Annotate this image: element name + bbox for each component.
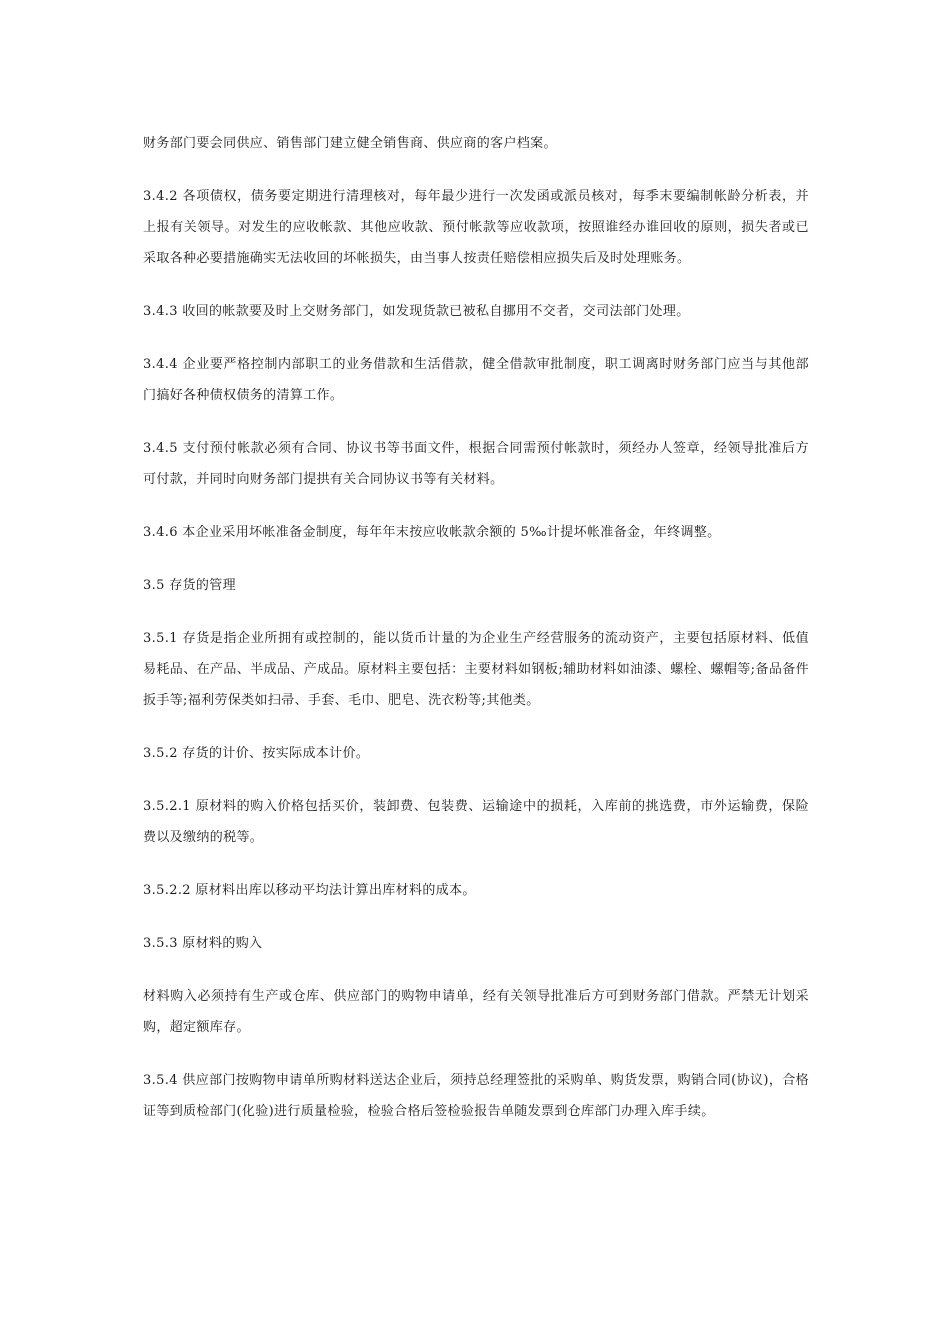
section-heading-3-5: 3.5 存货的管理 bbox=[143, 578, 236, 593]
document-body bbox=[143, 128, 809, 1149]
section-heading-3-5-3: 3.5.3 原材料的购入 bbox=[143, 936, 263, 951]
paragraph-3-5-2-2: 3.5.2.2 原材料出库以移动平均法计算出库材料的成本。 bbox=[143, 883, 476, 898]
paragraph-3-5-1: 3.5.1 存货是指企业所拥有或控制的，能以货币计量的为企业生产经营服务的流动资产，主要包括原材料、低值易耗品、在产品、半成品、产成品。原材料主要包括：主要材料如钢板;辅助材料如油漆、螺栓、螺帽等;备品备件扳手等;福利劳保类如扫帚、手套、毛巾、肥皂、洗衣粉等;其他类。 bbox=[143, 631, 809, 708]
paragraph-3-4-3: 3.4.3 收回的帐款要及时上交财务部门，如发现货款已被私自挪用不交者，交司法部门处理。 bbox=[143, 304, 690, 319]
paragraph-customer-files: 财务部门要会同供应、销售部门建立健全销售商、供应商的客户档案。 bbox=[143, 136, 557, 151]
paragraph-3-5-4: 3.5.4 供应部门按购物申请单所购材料送达企业后，须持总经理签批的采购单、购货发票，购销合同(协议)，合格证等到质检部门(化验)进行质量检验，检验合格后签检验报告单随发票到仓库部门办理入库手续。 bbox=[143, 1073, 809, 1119]
paragraph-material-purchase: 材料购入必须持有生产或仓库、供应部门的购物申请单，经有关领导批准后方可到财务部门借款。严禁无计划采购，超定额库存。 bbox=[143, 989, 809, 1035]
paragraph-3-4-5: 3.4.5 支付预付帐款必须有合同、协议书等书面文件，根据合同需预付帐款时，须经办人签章，经领导批准后方可付款，并同时向财务部门提拱有关合同协议书等有关材料。 bbox=[143, 441, 809, 487]
paragraph-3-4-2: 3.4.2 各项债权，债务要定期进行清理核对，每年最少进行一次发函或派员核对，每季末要编制帐龄分析表，并上报有关领导。对发生的应收帐款、其他应收款、预付帐款等应收款项，按照谁经办谁回收的原则，损失者或已采取各种必要措施确实无法收回的坏帐损失，由当事人按责任赔偿相应损失后及时处理账务。 bbox=[143, 189, 809, 266]
paragraph-3-4-6: 3.4.6 本企业采用坏帐准备金制度，每年年末按应收帐款余额的 5‰计提坏帐准备金，年终调整。 bbox=[143, 525, 721, 540]
paragraph-3-5-2-1: 3.5.2.1 原材料的购入价格包括买价，装卸费、包装费、运输途中的损耗，入库前的挑选费，市外运输费，保险费以及缴纳的税等。 bbox=[143, 799, 809, 845]
paragraph-3-4-4: 3.4.4 企业要严格控制内部职工的业务借款和生活借款，健全借款审批制度，职工调离时财务部门应当与其他部门搞好各种债权债务的清算工作。 bbox=[143, 357, 809, 403]
paragraph-3-5-2: 3.5.2 存货的计价、按实际成本计价。 bbox=[143, 746, 370, 761]
